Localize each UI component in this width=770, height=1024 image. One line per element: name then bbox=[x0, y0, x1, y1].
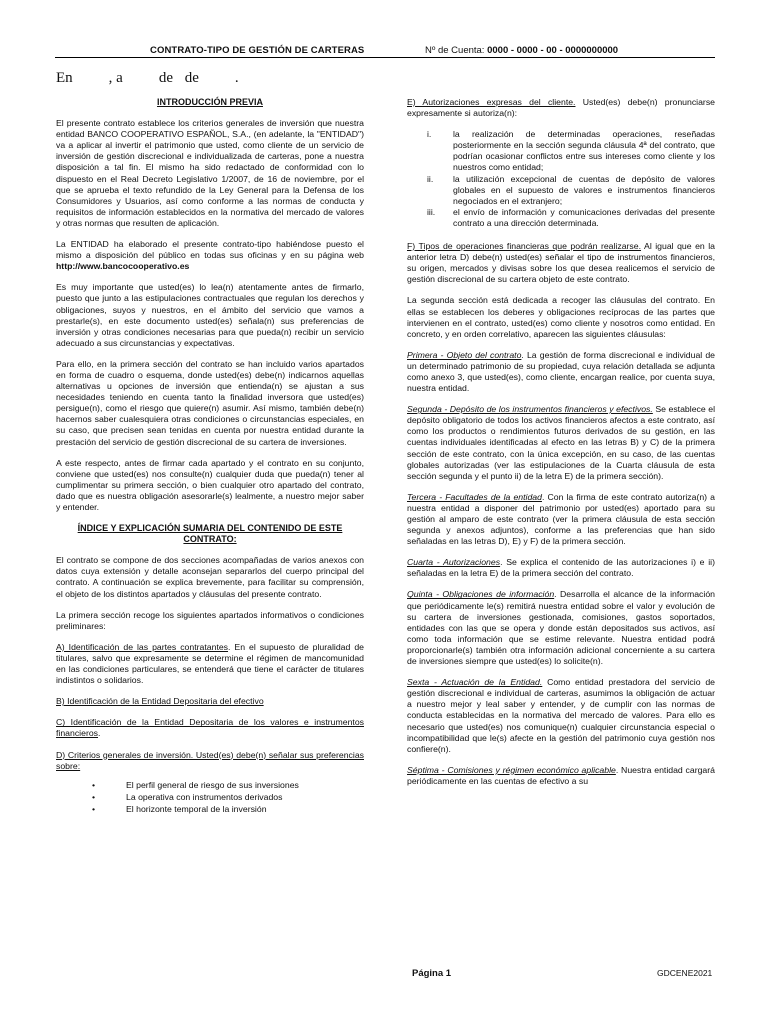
list-item-text: el envío de información y comunicaciones derivadas del presente contrato a una dirección determinada. bbox=[453, 206, 715, 228]
list-item: • El horizonte temporal de la inversión bbox=[126, 804, 364, 815]
clause-1-heading: Primera - Objeto del contrato bbox=[407, 349, 522, 360]
dateline-period: . bbox=[234, 70, 239, 86]
index-title: ÍNDICE Y EXPLICACIÓN SUMARIA DEL CONTENIDO DE ESTE CONTRATO: bbox=[77, 523, 343, 545]
section-a-heading: A) Identificación de las partes contratantes bbox=[56, 641, 229, 652]
intro-paragraph-2 bbox=[56, 239, 364, 272]
intro-paragraph-1: El presente contrato establece los criterios generales de inversión que nuestra entidad BANCO COOPERATIVO ESPAÑOL, S.A., (en adelante, la "ENTIDAD") va a aplicar al invertir el patrimonio que usted, como cliente de un servicio de inversión de gestión discrecional e individualizada de carteras, pone a nuestra disposición a tal fin. El mismo ha sido redactado de conformidad con lo dispuesto en el Real Decreto Legislativo 1/2007, de 16 de noviembre, por el que se aprueba el texto refundido de la Ley General para la Defensa de los Consumidores y Usuarios, así como conforme a las normas de conducta y requisitos de información establecidos en la normativa del mercado de valores y otras normas que resulten de aplicación. bbox=[56, 118, 364, 228]
intro-title: INTRODUCCIÓN PREVIA bbox=[156, 97, 263, 107]
left-column bbox=[56, 97, 364, 816]
index-paragraph-2: La primera sección recoge los siguientes apartados informativos o condiciones preliminares: bbox=[56, 609, 364, 631]
clause-5 bbox=[407, 589, 715, 667]
clause-7 bbox=[407, 765, 715, 787]
clause-5-heading: Quinta - Obligaciones de información bbox=[407, 589, 555, 600]
list-item-text: la utilización excepcional de cuentas de depósito de valores globales en el supuesto de valores e instrumentos financieros negociados en el extranjero; bbox=[453, 173, 715, 206]
section-d-heading: D) Criterios generales de inversión. Usted(es) debe(n) señalar sus preferencias sobre: bbox=[56, 749, 364, 771]
section-c-tail: . bbox=[98, 728, 101, 739]
account-number: 0000 - 0000 - 00 - 0000000000 bbox=[487, 45, 619, 56]
clause-1-text: . La gestión de forma discrecional e individual de un determinado patrimonio de su propiedad, cuya relación detallada se adjunta como anexo 3, que usted(es), como cliente, encargan realice, por cuenta suya, nuestra entidad. bbox=[407, 349, 715, 394]
list-item bbox=[407, 207, 715, 229]
intro-paragraph-3: Es muy importante que usted(es) lo lea(n) atentamente antes de firmarlo, puesto que junto a las estipulaciones contractuales que regulan los derechos y obligaciones, suyos y nuestros, en el ámbito del servicio que vamos a prestarle(s), en este documento usted(es) señala(n) sus preferencias de inversión y otras condiciones necesarias para que pueda(n) recibir un servicio adecuado a sus circunstancias y expectativas. bbox=[56, 282, 364, 348]
clause-3-text: . Con la firma de este contrato autoriza(n) a nuestra entidad a disponer del patrimonio por usted(es) aportado para su gestión al amparo de este contrato (ver la primera cláusula de esta sección segunda y anexos adjuntos), conforme a las preferencias que han sido señaladas en las letras D), E) y F) de la primera sección. bbox=[407, 491, 715, 547]
section-e-heading: E) Autorizaciones expresas del cliente. bbox=[407, 97, 576, 107]
document-header-title: CONTRATO-TIPO DE GESTIÓN DE CARTERAS bbox=[150, 45, 365, 56]
list-item-number: ii. bbox=[427, 173, 434, 184]
website-link[interactable]: http://www.bancocooperativo.es bbox=[56, 261, 190, 272]
clause-3 bbox=[407, 492, 715, 547]
section-b-heading: B) Identificación de la Entidad Depositaria del efectivo bbox=[56, 696, 264, 707]
clause-4-text: . Se explica el contenido de las autorizaciones i) e ii) señaladas en la letra E) de la primera sección del contrato. bbox=[407, 557, 715, 579]
section-f bbox=[407, 241, 715, 285]
clause-4-heading: Cuarta - Autorizaciones bbox=[407, 557, 501, 568]
dateline-de-de: de de bbox=[158, 70, 199, 86]
place-date-line bbox=[56, 70, 239, 87]
section-e bbox=[407, 97, 715, 119]
section-c bbox=[56, 717, 364, 739]
header-divider bbox=[55, 57, 715, 58]
section-d bbox=[56, 750, 364, 772]
list-item-number: i. bbox=[427, 129, 432, 140]
clause-2 bbox=[407, 404, 715, 482]
clause-4 bbox=[407, 557, 715, 579]
section-b bbox=[56, 696, 364, 707]
clause-7-heading: Séptima - Comisiones y régimen económico aplicable bbox=[407, 764, 616, 775]
section-e-text: Usted(es) debe(n) pronunciarse expresamente si autoriza(n): bbox=[407, 97, 715, 119]
document-code: GDCENE2021 bbox=[657, 968, 713, 978]
list-item: • La operativa con instrumentos derivados bbox=[126, 792, 364, 803]
page-number: Página 1 bbox=[412, 968, 452, 979]
list-item bbox=[407, 174, 715, 207]
section-a-text: . En el supuesto de pluralidad de titulares, salvo que expresamente se determine el régimen de mancomunidad en las condiciones particulares, se entenderá que tiene el carácter de titulares indistintos o solidarios. bbox=[56, 641, 364, 686]
clause-2-heading: Segunda - Depósito de los instrumentos financieros y efectivos. bbox=[407, 404, 653, 415]
intro-paragraph-2-text: La ENTIDAD ha elaborado el presente contrato-tipo habiéndose puesto el mismo a disposición del público en todas sus oficinas y en su página web bbox=[56, 239, 364, 261]
section-a bbox=[56, 642, 364, 686]
section-f-heading: F) Tipos de operaciones financieras que podrán realizarse. bbox=[407, 241, 642, 252]
right-column bbox=[407, 97, 715, 797]
list-item-text: la realización de determinadas operaciones, reseñadas posteriormente en la sección segunda cláusula 4ª del contrato, que podrían ocasionar conflictos entre sus intereses como cliente y los nuestros como entidad; bbox=[453, 129, 715, 173]
account-number-header bbox=[425, 45, 618, 56]
clause-2-text: Se establece el depósito obligatorio de todos los activos financieros afectos a este contrato, así como los productos o rendimientos futuros derivados de su gestión, en las cuentas individuales identificadas al efecto en las letras B) y C) de la primera sección de este contrato, con la única excepción, en su caso, de las cuentas globales autorizadas (ver las estipulaciones de la Cuarta cláusula de esta sección segunda y el punto ii) de la letra E) de la primera sección). bbox=[407, 404, 715, 481]
dateline-a: , a bbox=[108, 70, 123, 86]
clause-6-text: Como entidad prestadora del servicio de gestión discrecional e individual de carteras, asumimos la obligación de actuar a nuestro mejor y leal saber y entender, y de cumplir con las normas de conducta establecidas en la normativa del mercado de valores. Para ello es necesario que usted(es) nos comunique(n) cualquier circunstancia especial o incompatibilidad que le(s) afecte en la gestión del patrimonio cuya gestión nos confiere(n). bbox=[407, 677, 715, 754]
authorizations-list bbox=[407, 129, 715, 229]
list-item bbox=[407, 129, 715, 173]
second-section-paragraph: La segunda sección está dedicada a recoger las cláusulas del contrato. En ellas se establecen los deberes y obligaciones recíprocas de las partes que intervienen en el contrato, usted(es) como cliente y nosotros como entidad. En concreto, y en orden correlativo, aparecen las siguientes cláusulas: bbox=[407, 295, 715, 339]
clause-7-text: . Nuestra entidad cargará periódicamente en las cuentas de efectivo a su bbox=[407, 764, 715, 786]
intro-paragraph-4: Para ello, en la primera sección del contrato se han incluido varios apartados en forma de cuadro o esquema, donde usted(es) debe(n) indicarnos aquellas alternativas u opciones de inversión que entienda(n) se ajustan a sus necesidades teniendo en cuenta tanto la finalidad inversora que usted(es) persigue(n), como el riesgo que quiere(n) asumir. Así mismo, también debe(n) hacernos saber cualesquiera otras condiciones o circunstancias especiales, en su caso, que precisen sean tenidas en cuenta por nuestra entidad durante la prestación del servicio de gestión discrecional de su cartera de inversiones. bbox=[56, 358, 364, 447]
clause-6-heading: Sexta - Actuación de la Entidad. bbox=[407, 677, 543, 688]
section-c-heading: C) Identificación de la Entidad Depositaria de los valores e instrumentos financieros bbox=[56, 717, 364, 739]
clause-1 bbox=[407, 350, 715, 394]
intro-paragraph-5: A este respecto, antes de firmar cada apartado y el contrato en su conjunto, conviene que usted(es) nos consulte(n) cualquier duda que pueda(n) tener al cumplimentar su primera sección, o bien cualquier otro apartado del contrato, dado que es nuestra obligación asesorarle(s) lealmente, a nuestro mejor saber y entender. bbox=[56, 457, 364, 512]
section-f-text: Al igual que en la anterior letra D) debe(n) usted(es) señalar el tipo de instrumentos financieros, su origen, mercados y divisas sobre los que desea realicemos el servicio de gestión discrecional de su cartera objeto de este contrato. bbox=[407, 241, 715, 285]
clause-5-text: . Desarrolla el alcance de la información que periódicamente le(s) remitirá nuestra entidad sobre el valor y evolución de su cartera de inversiones gestionada, comisiones, gastos soportados, entidades con las que se opera y donde están depositados sus activos, así como toda información que se estime relevante. Nuestra entidad podrá proporcionarle(s) también otra información adicional concerniente a su cartera de inversiones siempre que usted(es) lo solicite(n). bbox=[407, 589, 715, 667]
account-label: Nº de Cuenta: bbox=[425, 45, 485, 56]
clause-3-heading: Tercera - Facultades de la entidad bbox=[407, 491, 542, 502]
list-item-number: iii. bbox=[427, 206, 436, 217]
preferences-list bbox=[56, 780, 364, 815]
index-paragraph-1: El contrato se compone de dos secciones acompañadas de varios anexos con datos cuya extensión y detalle aconsejan separarlos del cuerpo principal del contrato. A continuación se explica brevemente, para facilitar su comprensión, el objeto de los distintos apartados y cláusulas del presente contrato. bbox=[56, 555, 364, 599]
list-item: • El perfil general de riesgo de sus inversiones bbox=[126, 780, 364, 791]
clause-6 bbox=[407, 677, 715, 755]
dateline-en: En bbox=[56, 70, 73, 86]
